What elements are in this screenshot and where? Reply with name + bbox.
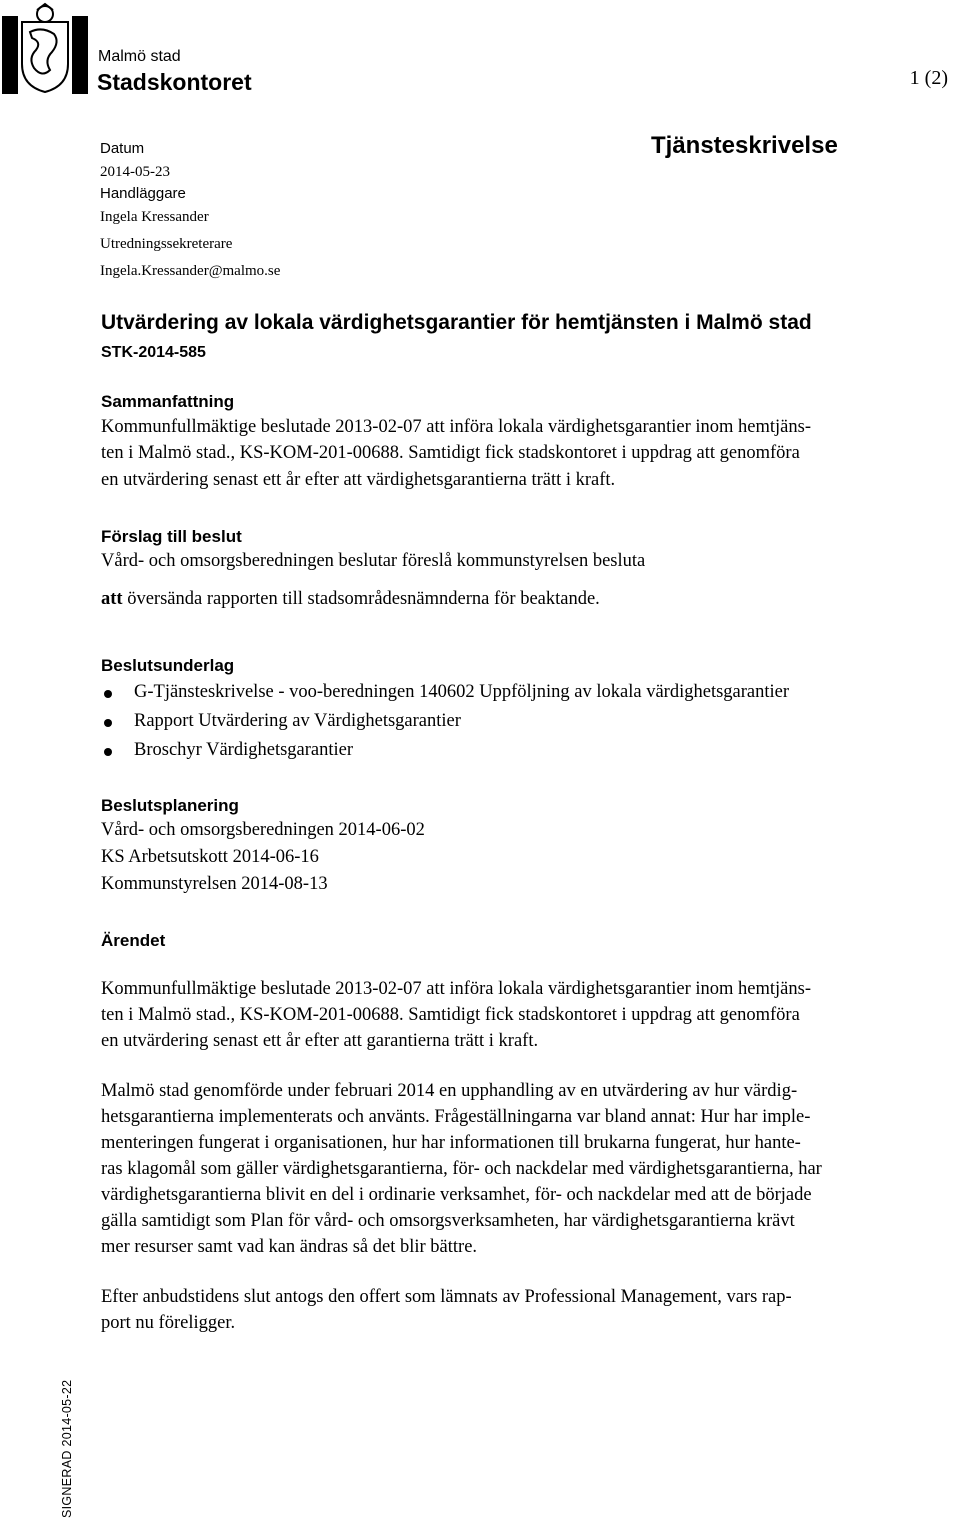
- matter-line: en utvärdering senast ett år efter att garantierna trätt i kraft.: [101, 1031, 539, 1051]
- date-label: Datum: [100, 140, 145, 157]
- planning-line: Vård- och omsorgsberedningen 2014-06-02: [101, 820, 425, 840]
- document-title: Utvärdering av lokala värdighetsgarantier för hemtjänsten i Malmö stad: [101, 311, 812, 334]
- handler-title: Utredningssekreterare: [100, 236, 233, 252]
- matter-line: port nu föreligger.: [101, 1313, 236, 1333]
- reference-number: STK-2014-585: [101, 344, 206, 361]
- basis-item: G-Tjänsteskrivelse - voo-beredningen 140602 Uppföljning av lokala värdighetsgarantier: [134, 682, 790, 702]
- proposal-decision-line: [101, 589, 600, 610]
- bullet-icon: [104, 719, 112, 727]
- matter-line: Malmö stad genomförde under februari 2014 en upphandling av en utvärdering av hur värdig-: [101, 1081, 798, 1101]
- matter-line: ras klagomål som gäller värdighetsgarantierna, för- och nackdelar med värdighetsgarantierna, har: [101, 1159, 822, 1179]
- page-number: 1 (2): [909, 67, 948, 89]
- bullet-icon: [104, 690, 112, 698]
- planning-line: KS Arbetsutskott 2014-06-16: [101, 847, 319, 867]
- planning-line: Kommunstyrelsen 2014-08-13: [101, 874, 328, 894]
- basis-item: Rapport Utvärdering av Värdighetsgarantier: [134, 711, 461, 731]
- matter-line: menteringen fungerat i organisationen, hur har informationen till brukarna fungerat, hur hante-: [101, 1133, 801, 1153]
- proposal-line: Vård- och omsorgsberedningen beslutar föreslå kommunstyrelsen besluta: [101, 551, 646, 571]
- city-coat-of-arms-logo: [2, 2, 88, 94]
- summary-line: Kommunfullmäktige beslutade 2013-02-07 att införa lokala värdighetsgarantier inom hemtjäns-: [101, 417, 812, 437]
- summary-line: ten i Malmö stad., KS-KOM-201-00688. Samtidigt fick stadskontoret i uppdrag att genomföra: [101, 443, 800, 463]
- document-type: Tjänsteskrivelse: [651, 132, 838, 159]
- proposal-heading: Förslag till beslut: [101, 527, 242, 546]
- matter-heading: Ärendet: [101, 931, 166, 950]
- date-value: 2014-05-23: [100, 164, 170, 180]
- basis-heading: Beslutsunderlag: [101, 656, 235, 675]
- summary-line: en utvärdering senast ett år efter att värdighetsgarantierna trätt i kraft.: [101, 470, 616, 490]
- proposal-decision-text: översända rapporten till stadsområdesnämnderna för beaktande.: [122, 589, 600, 609]
- office-name: Stadskontoret: [97, 69, 252, 95]
- signature-stamp: SIGNERAD 2014-05-22: [60, 1379, 74, 1518]
- handler-email: Ingela.Kressander@malmo.se: [100, 263, 281, 279]
- proposal-att: att: [101, 589, 123, 609]
- matter-line: Efter anbudstidens slut antogs den offert som lämnats av Professional Management, vars rap-: [101, 1287, 792, 1307]
- matter-line: Kommunfullmäktige beslutade 2013-02-07 att införa lokala värdighetsgarantier inom hemtjäns-: [101, 979, 812, 999]
- basis-item: Broschyr Värdighetsgarantier: [134, 740, 354, 760]
- handler-label: Handläggare: [100, 185, 186, 202]
- bullet-icon: [104, 748, 112, 756]
- summary-heading: Sammanfattning: [101, 392, 235, 411]
- matter-line: gälla samtidigt som Plan för vård- och omsorgsverksamheten, har värdighetsgarantierna krävt: [101, 1211, 795, 1231]
- planning-heading: Beslutsplanering: [101, 796, 239, 815]
- matter-line: ten i Malmö stad., KS-KOM-201-00688. Samtidigt fick stadskontoret i uppdrag att genomföra: [101, 1005, 800, 1025]
- matter-line: värdighetsgarantierna blivit en del i ordinarie verksamhet, för- och nackdelar med att de började: [101, 1185, 812, 1205]
- organization-name: Malmö stad: [98, 48, 181, 65]
- handler-name: Ingela Kressander: [100, 209, 209, 225]
- matter-line: hetsgarantierna implementerats och använts. Frågeställningarna var bland annat: Hur har imple-: [101, 1107, 811, 1127]
- matter-line: mer resurser samt vad kan ändras så det blir bättre.: [101, 1237, 478, 1257]
